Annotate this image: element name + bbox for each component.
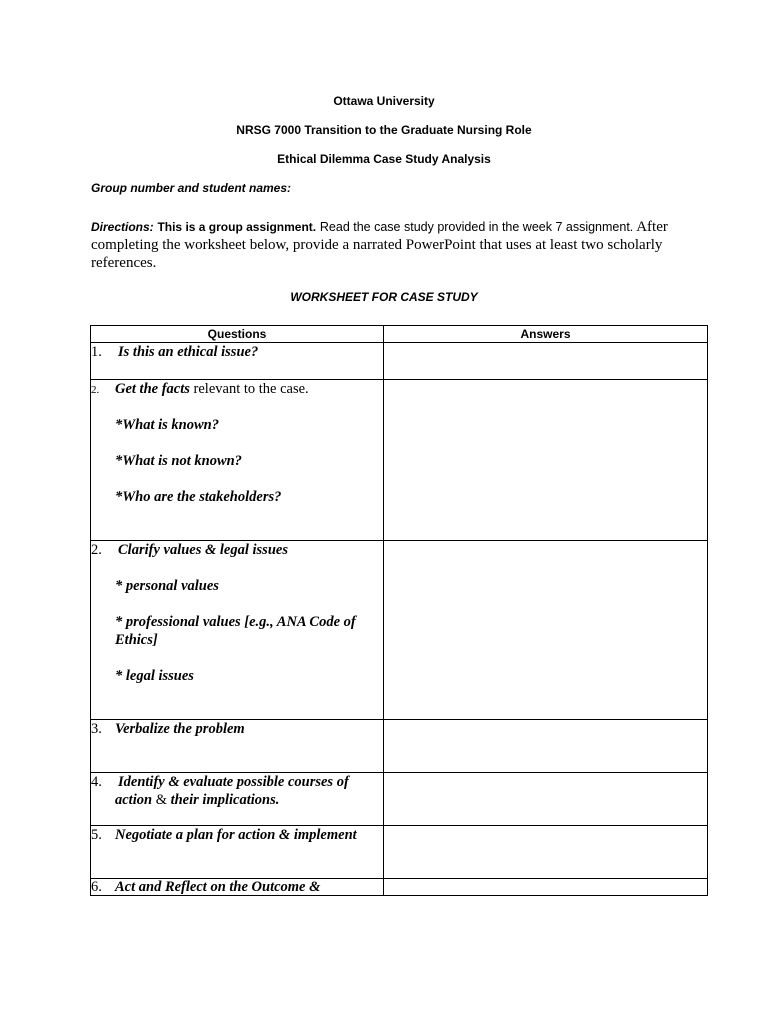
question-number: 4. — [91, 774, 102, 790]
question-number: 5. — [91, 827, 102, 843]
table-row — [91, 720, 708, 773]
directions-paragraph — [91, 218, 691, 272]
question-cell-get-facts — [91, 380, 384, 541]
worksheet-title: WORKSHEET FOR CASE STUDY — [290, 290, 478, 304]
answer-cell[interactable] — [384, 773, 708, 826]
question-number: 2. — [91, 542, 102, 558]
question-title-continued: action — [115, 792, 153, 808]
answer-cell[interactable] — [384, 879, 708, 896]
answers-header: Answers — [384, 326, 708, 343]
question-title-continued-end: their implications. — [170, 792, 280, 808]
question-title: Verbalize the problem — [115, 721, 245, 737]
directions-case-study-text: Read the case study provided in the week 7 assignment. — [319, 220, 634, 234]
question-title: Act and Reflect on the Outcome & — [115, 879, 321, 895]
question-cell-identify-evaluate — [91, 773, 384, 826]
question-title: Clarify values & legal issues — [118, 542, 288, 558]
question-number: 3. — [91, 721, 102, 737]
assignment-title: Ethical Dilemma Case Study Analysis — [277, 152, 491, 166]
directions-label: Directions: — [91, 220, 154, 234]
table-row — [91, 826, 708, 879]
directions-powerpoint-text: After completing the worksheet below, provide a narrated PowerPoint that uses at least two scholarly references. — [91, 219, 668, 271]
question-subitem: *What is not known? — [115, 453, 242, 469]
question-cell-ethical-issue — [91, 343, 384, 380]
worksheet-table — [90, 325, 708, 896]
question-cell-verbalize — [91, 720, 384, 773]
question-subitem: * professional values [e.g., ANA Code of Ethics] — [115, 614, 356, 648]
question-number: 6. — [91, 879, 102, 895]
table-header-row — [91, 326, 708, 343]
question-cell-negotiate-plan — [91, 826, 384, 879]
question-cell-act-reflect — [91, 879, 384, 896]
answer-cell[interactable] — [384, 541, 708, 720]
answer-cell[interactable] — [384, 826, 708, 879]
question-subitem: *Who are the stakeholders? — [115, 489, 282, 505]
table-row — [91, 380, 708, 541]
answer-cell[interactable] — [384, 343, 708, 380]
answer-cell[interactable] — [384, 720, 708, 773]
institution-title: Ottawa University — [333, 94, 435, 108]
question-subitem: *What is known? — [115, 417, 219, 433]
directions-group-note: This is a group assignment. — [157, 220, 317, 234]
question-number: 2. — [91, 384, 100, 396]
table-row — [91, 541, 708, 720]
question-title-ampersand: & — [152, 792, 171, 808]
questions-header: Questions — [91, 326, 384, 343]
course-title: NRSG 7000 Transition to the Graduate Nursing Role — [236, 123, 532, 137]
question-cell-clarify-values — [91, 541, 384, 720]
question-subitem: * legal issues — [115, 668, 194, 684]
question-title-tail: relevant to the case. — [189, 381, 309, 397]
question-title: Negotiate a plan for action & implement — [115, 827, 357, 843]
answer-cell[interactable] — [384, 380, 708, 541]
group-names-label: Group number and student names: — [91, 181, 292, 195]
table-row — [91, 879, 708, 896]
question-subitem: * personal values — [115, 578, 219, 594]
table-row — [91, 773, 708, 826]
question-title: Is this an ethical issue? — [118, 344, 259, 360]
question-title: Get the facts — [115, 381, 190, 397]
table-row — [91, 343, 708, 380]
question-title: Identify & evaluate possible courses of — [118, 774, 349, 790]
question-number: 1. — [91, 344, 102, 360]
